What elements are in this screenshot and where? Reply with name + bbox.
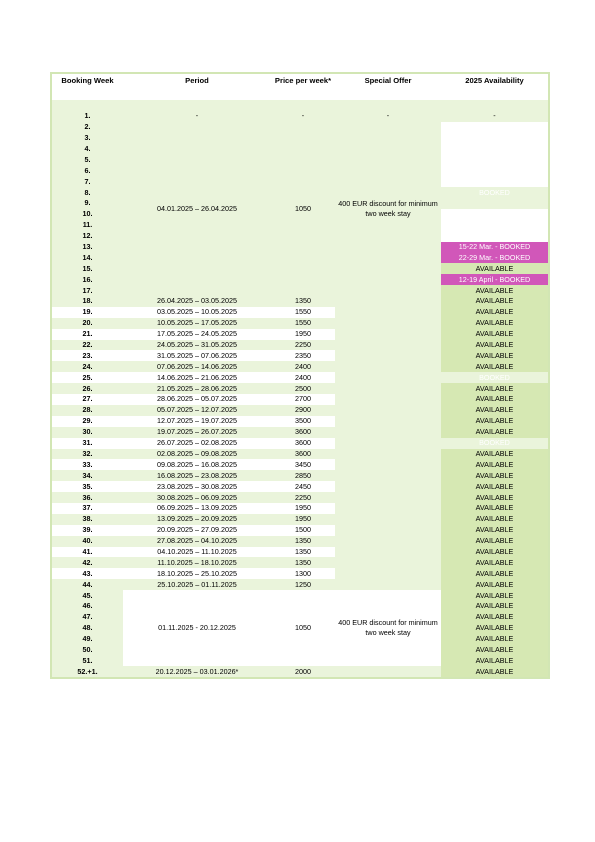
offer-cell <box>335 318 441 329</box>
price-cell: 3600 <box>271 438 335 449</box>
table-row <box>51 111 549 122</box>
price-cell: 1350 <box>271 547 335 558</box>
availability-cell: AVAILABLE <box>441 557 549 568</box>
price-cell: 3600 <box>271 449 335 460</box>
table-row <box>51 122 549 133</box>
price-cell: 1950 <box>271 503 335 514</box>
period-cell: 06.09.2025 – 13.09.2025 <box>123 503 271 514</box>
table-row <box>51 579 549 590</box>
week-cell: 10. <box>51 209 123 220</box>
table-row <box>51 350 549 361</box>
week-cell: 8. <box>51 187 123 198</box>
offer-cell <box>335 568 441 579</box>
availability-cell: AVAILABLE <box>441 612 549 623</box>
period-cell: 18.10.2025 – 25.10.2025 <box>123 568 271 579</box>
price-cell: 2400 <box>271 361 335 372</box>
offer-cell <box>335 416 441 427</box>
price-cell: 1300 <box>271 568 335 579</box>
week-cell: 42. <box>51 557 123 568</box>
period-cell: 27.08.2025 – 04.10.2025 <box>123 536 271 547</box>
week-cell: 47. <box>51 612 123 623</box>
offer-cell <box>335 329 441 340</box>
availability-cell: AVAILABLE <box>441 547 549 558</box>
week-cell: 18. <box>51 296 123 307</box>
offer-cell <box>335 492 441 503</box>
period-cell: 05.07.2025 – 12.07.2025 <box>123 405 271 416</box>
header-booking-week: Booking Week <box>51 73 123 100</box>
availability-cell: 15-22 Mar. - BOOKED <box>441 242 549 253</box>
availability-cell: AVAILABLE <box>441 470 549 481</box>
price-cell: 1250 <box>271 579 335 590</box>
availability-cell: AVAILABLE <box>441 601 549 612</box>
week-cell: 40. <box>51 536 123 547</box>
offer-cell <box>335 459 441 470</box>
offer-cell <box>335 514 441 525</box>
availability-cell: AVAILABLE <box>441 405 549 416</box>
week-cell: 4. <box>51 144 123 155</box>
period-cell: 16.08.2025 – 23.08.2025 <box>123 470 271 481</box>
week-cell: 41. <box>51 547 123 558</box>
availability-cell: 22-29 Mar. - BOOKED <box>441 252 549 263</box>
availability-cell <box>441 122 549 133</box>
availability-cell <box>441 231 549 242</box>
period-cell: 25.10.2025 – 01.11.2025 <box>123 579 271 590</box>
offer-cell <box>335 449 441 460</box>
availability-cell: AVAILABLE <box>441 394 549 405</box>
availability-cell: AVAILABLE <box>441 514 549 525</box>
availability-cell: AVAILABLE <box>441 361 549 372</box>
offer-cell: 400 EUR discount for minimum two week stay <box>335 122 441 296</box>
availability-cell: AVAILABLE <box>441 579 549 590</box>
availability-cell <box>441 133 549 144</box>
table-row <box>51 459 549 470</box>
availability-cell: - <box>441 111 549 122</box>
availability-cell: AVAILABLE <box>441 350 549 361</box>
period-cell: 19.07.2025 – 26.07.2025 <box>123 427 271 438</box>
period-cell: 12.07.2025 – 19.07.2025 <box>123 416 271 427</box>
week-cell: 20. <box>51 318 123 329</box>
availability-cell: BOOKED <box>441 187 549 198</box>
price-cell: 1350 <box>271 557 335 568</box>
week-cell: 2. <box>51 122 123 133</box>
week-cell: 31. <box>51 438 123 449</box>
price-cell: - <box>271 111 335 122</box>
price-cell: 1500 <box>271 525 335 536</box>
offer-cell <box>335 470 441 481</box>
table-row <box>51 427 549 438</box>
week-cell: 30. <box>51 427 123 438</box>
price-cell: 2400 <box>271 372 335 383</box>
period-cell: 28.06.2025 – 05.07.2025 <box>123 394 271 405</box>
availability-cell: 12-19 April - BOOKED <box>441 274 549 285</box>
offer-cell <box>335 427 441 438</box>
availability-cell: BOOKED <box>441 372 549 383</box>
week-cell: 36. <box>51 492 123 503</box>
price-cell: 2700 <box>271 394 335 405</box>
price-cell: 1950 <box>271 329 335 340</box>
period-cell: 09.08.2025 – 16.08.2025 <box>123 459 271 470</box>
availability-cell: AVAILABLE <box>441 503 549 514</box>
offer-cell: - <box>335 111 441 122</box>
week-cell: 16. <box>51 274 123 285</box>
price-cell: 2350 <box>271 350 335 361</box>
price-cell: 1550 <box>271 318 335 329</box>
week-cell: 5. <box>51 154 123 165</box>
period-cell: 01.11.2025 - 20.12.2025 <box>123 590 271 666</box>
availability-cell: AVAILABLE <box>441 590 549 601</box>
availability-cell: AVAILABLE <box>441 525 549 536</box>
period-cell: 03.05.2025 – 10.05.2025 <box>123 307 271 318</box>
price-cell: 1350 <box>271 536 335 547</box>
table-row <box>51 666 549 678</box>
week-cell: 45. <box>51 590 123 601</box>
week-cell: 1. <box>51 111 123 122</box>
availability-cell <box>441 209 549 220</box>
week-cell: 27. <box>51 394 123 405</box>
availability-cell <box>441 165 549 176</box>
week-cell: 22. <box>51 340 123 351</box>
period-cell: 31.05.2025 – 07.06.2025 <box>123 350 271 361</box>
availability-cell: AVAILABLE <box>441 492 549 503</box>
table-row <box>51 481 549 492</box>
table-row <box>51 492 549 503</box>
booking-table <box>50 72 550 679</box>
period-cell: 04.01.2025 – 26.04.2025 <box>123 122 271 296</box>
period-cell: 14.06.2025 – 21.06.2025 <box>123 372 271 383</box>
week-cell: 21. <box>51 329 123 340</box>
week-cell: 9. <box>51 198 123 209</box>
table-row <box>51 307 549 318</box>
table-row <box>51 361 549 372</box>
availability-cell: BOOKED <box>441 438 549 449</box>
period-cell: 07.06.2025 – 14.06.2025 <box>123 361 271 372</box>
price-cell: 1050 <box>271 590 335 666</box>
availability-cell: AVAILABLE <box>441 296 549 307</box>
offer-cell <box>335 296 441 307</box>
availability-cell: AVAILABLE <box>441 634 549 645</box>
week-cell: 11. <box>51 220 123 231</box>
period-cell: 13.09.2025 – 20.09.2025 <box>123 514 271 525</box>
table-row <box>51 547 549 558</box>
period-cell: - <box>123 111 271 122</box>
week-cell: 29. <box>51 416 123 427</box>
week-cell: 12. <box>51 231 123 242</box>
availability-cell: AVAILABLE <box>441 340 549 351</box>
week-cell: 35. <box>51 481 123 492</box>
period-cell: 30.08.2025 – 06.09.2025 <box>123 492 271 503</box>
offer-cell <box>335 361 441 372</box>
week-cell: 38. <box>51 514 123 525</box>
table-row <box>51 372 549 383</box>
availability-cell: AVAILABLE <box>441 263 549 274</box>
offer-cell <box>335 666 441 678</box>
offer-cell <box>335 503 441 514</box>
week-cell: 48. <box>51 623 123 634</box>
period-cell: 02.08.2025 – 09.08.2025 <box>123 449 271 460</box>
price-cell: 1550 <box>271 307 335 318</box>
offer-cell <box>335 547 441 558</box>
availability-cell: AVAILABLE <box>441 285 549 296</box>
offer-cell <box>335 438 441 449</box>
availability-cell <box>441 220 549 231</box>
week-cell: 28. <box>51 405 123 416</box>
week-cell: 25. <box>51 372 123 383</box>
offer-cell <box>335 307 441 318</box>
availability-cell: AVAILABLE <box>441 655 549 666</box>
period-cell: 10.05.2025 – 17.05.2025 <box>123 318 271 329</box>
week-cell: 52.+1. <box>51 666 123 678</box>
offer-cell <box>335 557 441 568</box>
week-cell: 15. <box>51 263 123 274</box>
table-row <box>51 296 549 307</box>
price-cell: 3500 <box>271 416 335 427</box>
availability-cell <box>441 154 549 165</box>
header-period: Period <box>123 73 271 100</box>
offer-cell <box>335 405 441 416</box>
week-cell: 46. <box>51 601 123 612</box>
offer-cell <box>335 525 441 536</box>
price-cell: 1950 <box>271 514 335 525</box>
week-cell: 6. <box>51 165 123 176</box>
price-cell: 1050 <box>271 122 335 296</box>
period-cell: 21.05.2025 – 28.06.2025 <box>123 383 271 394</box>
header-special-offer: Special Offer <box>335 73 441 100</box>
price-cell: 2850 <box>271 470 335 481</box>
price-cell: 1350 <box>271 296 335 307</box>
table-row <box>51 394 549 405</box>
week-cell: 43. <box>51 568 123 579</box>
period-cell: 04.10.2025 – 11.10.2025 <box>123 547 271 558</box>
table-row <box>51 536 549 547</box>
offer-cell <box>335 394 441 405</box>
period-cell: 23.08.2025 – 30.08.2025 <box>123 481 271 492</box>
table-row <box>51 416 549 427</box>
availability-cell: AVAILABLE <box>441 623 549 634</box>
week-cell: 14. <box>51 252 123 263</box>
period-cell: 26.04.2025 – 03.05.2025 <box>123 296 271 307</box>
offer-cell <box>335 350 441 361</box>
period-cell: 11.10.2025 – 18.10.2025 <box>123 557 271 568</box>
offer-cell <box>335 579 441 590</box>
header-row <box>51 73 549 100</box>
period-cell: 20.12.2025 – 03.01.2026* <box>123 666 271 678</box>
availability-cell: AVAILABLE <box>441 568 549 579</box>
table-row <box>51 383 549 394</box>
table-row <box>51 329 549 340</box>
week-cell: 49. <box>51 634 123 645</box>
week-cell: 17. <box>51 285 123 296</box>
price-cell: 3450 <box>271 459 335 470</box>
week-cell: 33. <box>51 459 123 470</box>
availability-cell: AVAILABLE <box>441 329 549 340</box>
table-row <box>51 438 549 449</box>
week-cell: 32. <box>51 449 123 460</box>
offer-cell <box>335 383 441 394</box>
period-cell: 17.05.2025 – 24.05.2025 <box>123 329 271 340</box>
availability-cell <box>441 144 549 155</box>
period-cell: 20.09.2025 – 27.09.2025 <box>123 525 271 536</box>
offer-cell: 400 EUR discount for minimum two week stay <box>335 590 441 666</box>
availability-cell: AVAILABLE <box>441 427 549 438</box>
price-cell: 2250 <box>271 492 335 503</box>
week-cell: 24. <box>51 361 123 372</box>
price-cell: 2250 <box>271 340 335 351</box>
table-row <box>51 318 549 329</box>
offer-cell <box>335 536 441 547</box>
price-cell: 2900 <box>271 405 335 416</box>
availability-cell <box>441 198 549 209</box>
price-cell: 2500 <box>271 383 335 394</box>
availability-cell: AVAILABLE <box>441 481 549 492</box>
header-availability: 2025 Availability <box>441 73 549 100</box>
week-cell: 44. <box>51 579 123 590</box>
week-cell: 19. <box>51 307 123 318</box>
week-cell: 7. <box>51 176 123 187</box>
table-row <box>51 405 549 416</box>
availability-cell: AVAILABLE <box>441 449 549 460</box>
week-cell: 51. <box>51 655 123 666</box>
price-cell: 2000 <box>271 666 335 678</box>
week-cell: 50. <box>51 645 123 656</box>
week-cell: 3. <box>51 133 123 144</box>
availability-cell: AVAILABLE <box>441 318 549 329</box>
availability-cell: AVAILABLE <box>441 536 549 547</box>
table-row <box>51 590 549 601</box>
week-cell: 26. <box>51 383 123 394</box>
availability-cell: AVAILABLE <box>441 416 549 427</box>
table-row <box>51 470 549 481</box>
offer-cell <box>335 481 441 492</box>
table-row <box>51 503 549 514</box>
header-price: Price per week* <box>271 73 335 100</box>
week-cell: 37. <box>51 503 123 514</box>
table-row <box>51 449 549 460</box>
period-cell: 24.05.2025 – 31.05.2025 <box>123 340 271 351</box>
availability-cell: AVAILABLE <box>441 666 549 678</box>
availability-cell: AVAILABLE <box>441 383 549 394</box>
price-cell: 3600 <box>271 427 335 438</box>
table-row <box>51 340 549 351</box>
booking-table-container <box>50 72 548 679</box>
period-cell: 26.07.2025 – 02.08.2025 <box>123 438 271 449</box>
offer-cell <box>335 340 441 351</box>
week-cell: 13. <box>51 242 123 253</box>
availability-cell <box>441 176 549 187</box>
week-cell: 23. <box>51 350 123 361</box>
offer-cell <box>335 372 441 383</box>
availability-cell: AVAILABLE <box>441 307 549 318</box>
table-row <box>51 568 549 579</box>
week-cell: 34. <box>51 470 123 481</box>
availability-cell: AVAILABLE <box>441 645 549 656</box>
spacer-row <box>51 100 549 111</box>
table-row <box>51 557 549 568</box>
week-cell: 39. <box>51 525 123 536</box>
table-row <box>51 525 549 536</box>
table-body <box>51 100 549 678</box>
availability-cell: AVAILABLE <box>441 459 549 470</box>
table-row <box>51 514 549 525</box>
price-cell: 2450 <box>271 481 335 492</box>
